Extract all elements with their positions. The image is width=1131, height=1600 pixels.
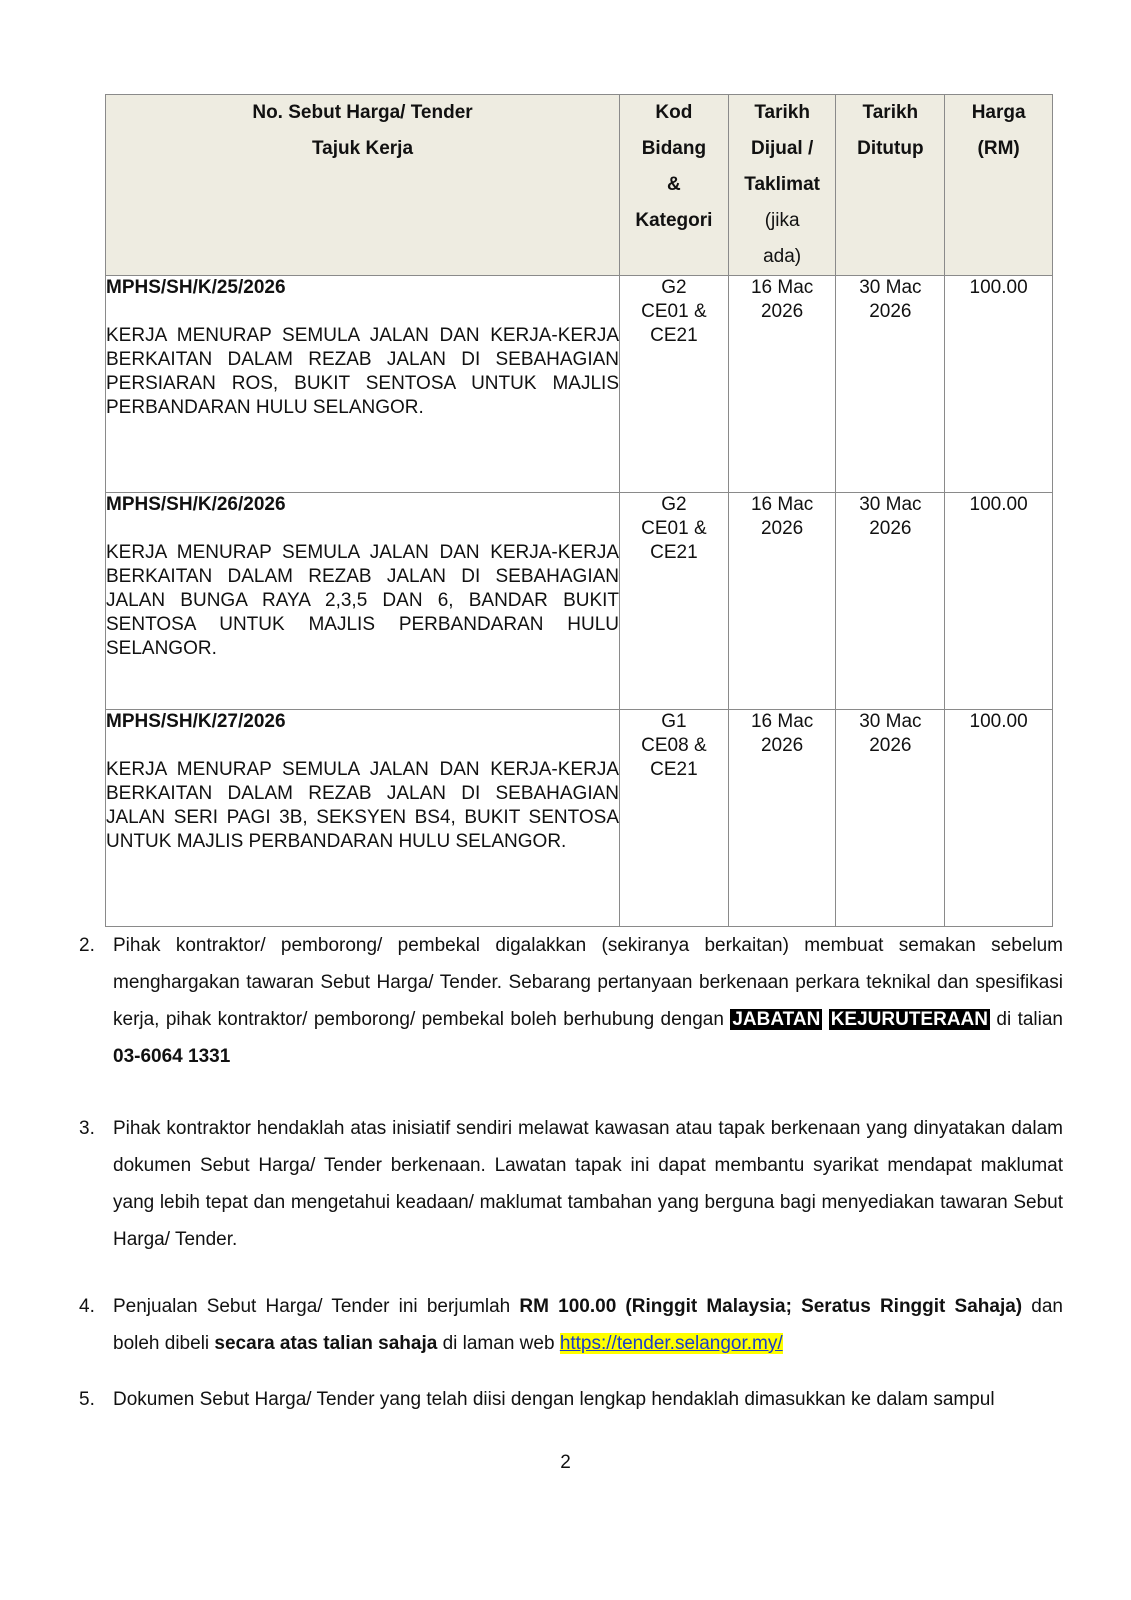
- cell-tarikh-dijual: [728, 493, 836, 710]
- tender-ref: MPHS/SH/K/27/2026: [106, 711, 286, 732]
- cell-harga: [945, 276, 1053, 493]
- date-line: 30 Mac: [859, 277, 922, 298]
- header-line: &: [667, 174, 681, 195]
- date-line: 2026: [869, 518, 912, 539]
- paragraph-body: [113, 1288, 1063, 1362]
- price-value: 100.00: [969, 277, 1028, 298]
- date-line: 30 Mac: [859, 711, 922, 732]
- paragraph-number: 3.: [79, 1118, 95, 1139]
- cell-harga: [945, 710, 1053, 927]
- cell-harga: [945, 493, 1053, 710]
- tender-ref: MPHS/SH/K/25/2026: [106, 277, 286, 298]
- header-line: ada): [763, 246, 802, 267]
- paragraph-text: Pihak kontraktor/ pemborong/ pembekal digalakkan (sekiranya berkaitan) membuat semakan sebelum menghargakan tawaran Sebut Harga/ Tender. Sebarang pertanyaan berkenaan perkara teknikal dan spesifikasi kerja, pihak kontraktor/ pemborong/ pembekal boleh berhubung dengan: [113, 935, 1063, 1030]
- header-line: Kategori: [635, 210, 713, 231]
- cell-tarikh-ditutup: [836, 276, 945, 493]
- price-statement: RM 100.00 (Ringgit Malaysia; Seratus Ringgit Sahaja): [519, 1296, 1023, 1317]
- paragraph-2: [79, 927, 1063, 1075]
- header-line: No. Sebut Harga/ Tender: [252, 102, 473, 123]
- tender-table: [105, 94, 1053, 927]
- header-harga: [945, 95, 1053, 276]
- header-line: (jika: [764, 210, 800, 231]
- header-line: Tajuk Kerja: [311, 138, 414, 159]
- paragraph-text: Penjualan Sebut Harga/ Tender ini berjumlah: [113, 1296, 520, 1317]
- date-line: 2026: [760, 735, 804, 756]
- header-kod-bidang: [620, 95, 729, 276]
- paragraph-number: 4.: [79, 1296, 95, 1317]
- kod-line: G2: [661, 494, 687, 515]
- header-line: Harga: [971, 102, 1026, 123]
- table-row: [106, 710, 1053, 927]
- cell-tarikh-dijual: [728, 710, 836, 927]
- cell-kod: [620, 710, 729, 927]
- price-value: 100.00: [969, 494, 1028, 515]
- header-line: Bidang: [641, 138, 707, 159]
- table-row: [106, 276, 1053, 493]
- price-value: 100.00: [969, 711, 1028, 732]
- cell-title: [106, 276, 620, 493]
- date-line: 2026: [869, 301, 912, 322]
- kod-line: G2: [661, 277, 687, 298]
- tender-website-link[interactable]: https://tender.selangor.my/: [559, 1333, 783, 1354]
- date-line: 16 Mac: [750, 711, 814, 732]
- header-line: Dijual /: [750, 138, 814, 159]
- cell-tarikh-dijual: [728, 276, 836, 493]
- online-only-text: secara atas talian sahaja: [214, 1333, 438, 1354]
- header-tarikh-ditutup: [836, 95, 945, 276]
- header-line: Tarikh: [862, 102, 919, 123]
- kod-line: CE01 &: [641, 301, 707, 322]
- cell-tarikh-ditutup: [836, 710, 945, 927]
- date-line: 2026: [760, 518, 804, 539]
- paragraph-text: di talian: [990, 1009, 1063, 1030]
- header-line: Kod: [655, 102, 693, 123]
- tender-title: KERJA MENURAP SEMULA JALAN DAN KERJA-KERJA BERKAITAN DALAM REZAB JALAN DI SEBAHAGIAN PERSIARAN ROS, BUKIT SENTOSA UNTUK MAJLIS PERBANDARAN HULU SELANGOR.: [106, 325, 620, 418]
- paragraph-5: [79, 1381, 1063, 1418]
- date-line: 2026: [869, 735, 912, 756]
- paragraph-number: 5.: [79, 1389, 95, 1410]
- tender-title: KERJA MENURAP SEMULA JALAN DAN KERJA-KERJA BERKAITAN DALAM REZAB JALAN DI SEBAHAGIAN JALAN BUNGA RAYA 2,3,5 DAN 6, BANDAR BUKIT SENTOSA UNTUK MAJLIS PERBANDARAN HULU SELANGOR.: [106, 542, 620, 659]
- kod-line: CE21: [650, 759, 698, 780]
- paragraph-body: [113, 927, 1063, 1075]
- department-highlight: KEJURUTERAAN: [830, 1009, 988, 1030]
- date-line: 2026: [760, 301, 804, 322]
- phone-number: 03-6064 1331: [113, 1046, 231, 1067]
- tender-title: KERJA MENURAP SEMULA JALAN DAN KERJA-KERJA BERKAITAN DALAM REZAB JALAN DI SEBAHAGIAN JALAN SERI PAGI 3B, SEKSYEN BS4, BUKIT SENTOSA UNTUK MAJLIS PERBANDARAN HULU SELANGOR.: [106, 759, 620, 852]
- cell-title: [106, 710, 620, 927]
- cell-tarikh-ditutup: [836, 493, 945, 710]
- kod-line: CE01 &: [641, 518, 707, 539]
- paragraph-number: 2.: [79, 935, 95, 956]
- page-number: 2: [560, 1452, 571, 1473]
- department-highlight: JABATAN: [732, 1009, 821, 1030]
- header-no-sebut-harga: [106, 95, 620, 276]
- paragraph-text: di laman web: [437, 1333, 560, 1354]
- tender-ref: MPHS/SH/K/26/2026: [106, 494, 286, 515]
- cell-kod: [620, 276, 729, 493]
- kod-line: G1: [661, 711, 687, 732]
- header-line: Taklimat: [744, 174, 820, 195]
- date-line: 16 Mac: [750, 277, 814, 298]
- header-line: Tarikh: [754, 102, 810, 123]
- date-line: 16 Mac: [750, 494, 814, 515]
- table-header-row: [106, 95, 1053, 276]
- header-line: (RM): [977, 138, 1020, 159]
- cell-title: [106, 493, 620, 710]
- header-line: Ditutup: [857, 138, 924, 159]
- paragraph-body: Pihak kontraktor hendaklah atas inisiatif sendiri melawat kawasan atau tapak berkenaan yang dinyatakan dalam dokumen Sebut Harga/ Tender berkenaan. Lawatan tapak ini dapat membantu syarikat mendapat maklumat yang lebih tepat dan mengetahui keadaan/ maklumat tambahan yang berguna bagi menyediakan tawaran Sebut Harga/ Tender.: [113, 1118, 1063, 1250]
- kod-line: CE08 &: [641, 735, 707, 756]
- header-tarikh-dijual: [728, 95, 836, 276]
- kod-line: CE21: [650, 542, 698, 563]
- paragraph-body: Dokumen Sebut Harga/ Tender yang telah diisi dengan lengkap hendaklah dimasukkan ke dalam sampul: [113, 1389, 995, 1410]
- paragraph-3: [79, 1110, 1063, 1258]
- table-row: [106, 493, 1053, 710]
- date-line: 30 Mac: [859, 494, 922, 515]
- paragraph-text: dan boleh dibeli: [113, 1296, 1063, 1354]
- paragraph-4: [79, 1288, 1063, 1362]
- kod-line: CE21: [650, 325, 698, 346]
- cell-kod: [620, 493, 729, 710]
